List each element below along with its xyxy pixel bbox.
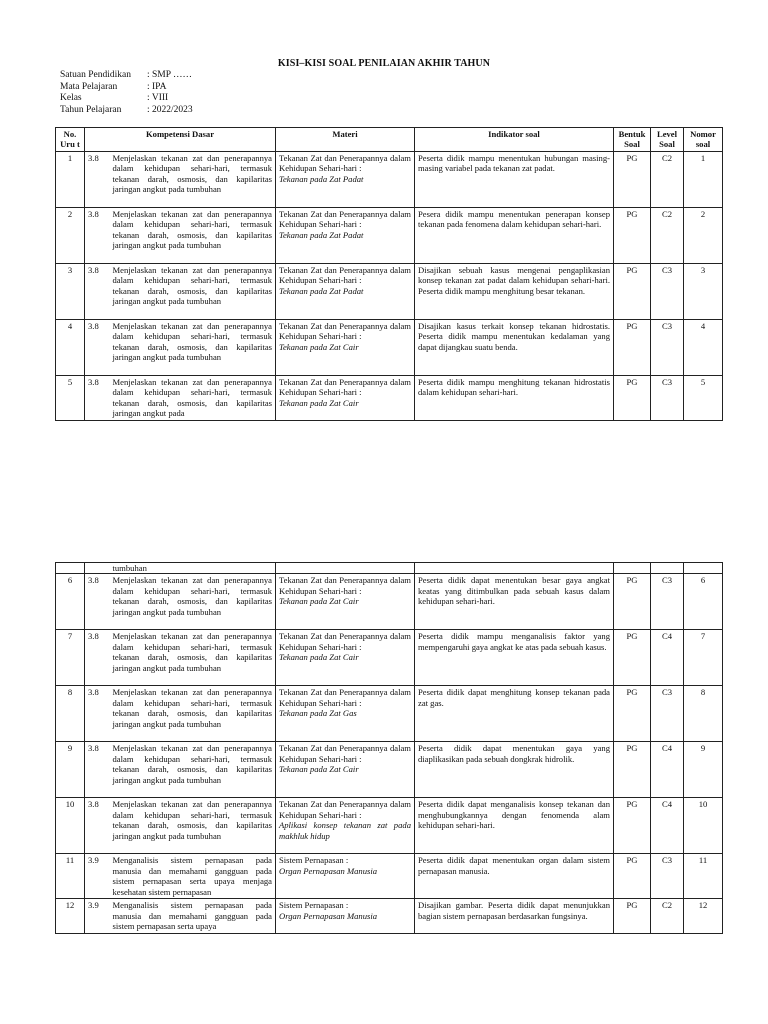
cell-no: 7 [56,630,85,686]
cell-kd-code: 3.8 [85,319,111,375]
cell-level-soal: C4 [651,798,684,854]
cell-bentuk-soal: PG [614,899,651,933]
cell-nomor-soal: 3 [684,263,723,319]
table-row [56,319,723,375]
cell-bentuk-soal: PG [614,319,651,375]
table-row [56,798,723,854]
document-title: KISI–KISI SOAL PENILAIAN AKHIR TAHUN [277,58,491,69]
materi-subtopic: Tekanan pada Zat Padat [279,229,364,240]
materi-text: Sistem Pernapasan : [279,900,349,911]
materi-text: Tekanan Zat dan Penerapannya dalam Kehidupan Sehari-hari : [279,799,411,820]
cell-kd-code: 3.8 [85,263,111,319]
cell-level-soal: C2 [651,151,684,207]
materi-text: Tekanan Zat dan Penerapannya dalam Kehidupan Sehari-hari : [279,208,411,230]
materi-text: Tekanan Zat dan Penerapannya dalam Kehidupan Sehari-hari : [279,152,411,174]
cell-indikator: Disajikan gambar. Peserta didik dapat menunjukkan bagian sistem pernapasan berdasarkan fungsinya. [415,899,614,933]
cell-kd-code: 3.8 [85,742,111,798]
meta-row [60,82,193,94]
cell-kd-code: 3.8 [85,574,111,630]
materi-text: Tekanan Zat dan Penerapannya dalam Kehidupan Sehari-hari : [279,575,411,596]
meta-value: : VIII [147,93,169,103]
cell-level-soal: C2 [651,899,684,933]
kisi-kisi-table-page-2 [55,562,723,934]
cell-nomor-soal: 10 [684,798,723,854]
cell-nomor-soal: 4 [684,319,723,375]
header-materi: Materi [276,128,415,152]
meta-row [60,70,193,82]
table-row [56,375,723,420]
cell-kd-code: 3.8 [85,151,111,207]
table-row [56,742,723,798]
cell-bentuk-soal: PG [614,207,651,263]
cell-indikator: Disajikan sebuah kasus mengenai pengaplikasian konsep tekanan zat padat dalam kehidupan sehari-hari. Peserta didik mampu menghitung besar tekanan. [415,263,614,319]
cell-materi [276,263,415,319]
materi-text: Tekanan Zat dan Penerapannya dalam Kehidupan Sehari-hari : [279,376,411,398]
header-level-soal: Level Soal [651,128,684,152]
cell-level-soal: C3 [651,574,684,630]
meta-value: : IPA [147,81,167,92]
cell-no: 12 [56,899,85,933]
materi-subtopic: Tekanan pada Zat Padat [279,173,364,184]
cell-materi [276,686,415,742]
materi-text: Tekanan Zat dan Penerapannya dalam Kehidupan Sehari-hari : [279,320,411,342]
materi-text: Tekanan Zat dan Penerapannya dalam Kehidupan Sehari-hari : [279,743,411,764]
cell-kd-code: 3.9 [85,854,111,899]
cell-indikator: Peserta didik dapat menentukan besar gaya angkat keatas yang ditimbulkan pada sebuah kasus dalam kehidupan sehari-hari. [415,574,614,630]
cell-materi [276,563,415,574]
materi-subtopic: Aplikasi konsep tekanan zat pada makhluk hidup [279,820,411,841]
materi-text: Tekanan Zat dan Penerapannya dalam Kehidupan Sehari-hari : [279,687,411,708]
cell-nomor-soal: 6 [684,574,723,630]
cell-nomor-soal: 8 [684,686,723,742]
cell-no: 6 [56,574,85,630]
cell-nomor-soal: 7 [684,630,723,686]
cell-materi [276,151,415,207]
cell-kompetensi-dasar: Menjelaskan tekanan zat dan penerapannya dalam kehidupan sehari-hari, termasuk tekanan darah, osmosis, dan kapilaritas jaringan angkut pada tumbuhan [111,686,276,742]
cell-indikator [415,563,614,574]
table-row [56,854,723,899]
cell-materi [276,854,415,899]
cell-kompetensi-dasar: Menjelaskan tekanan zat dan penerapannya dalam kehidupan sehari-hari, termasuk tekanan darah, osmosis, dan kapilaritas jaringan angkut pada [111,375,276,420]
cell-materi [276,630,415,686]
cell-no: 11 [56,854,85,899]
meta-value: : 2022/2023 [147,104,193,115]
cell-indikator: Disajikan kasus terkait konsep tekanan hidrostatis. Peserta didik mampu menentukan kedalaman yang dapat dijangkau suatu benda. [415,319,614,375]
cell-kd-code: 3.9 [85,899,111,933]
cell-nomor-soal: 12 [684,899,723,933]
header-kompetensi-dasar: Kompetensi Dasar [85,128,276,152]
cell-indikator: Peserta didik dapat menghitung konsep tekanan pada zat gas. [415,686,614,742]
meta-value: : SMP …… [147,70,193,80]
cell-no: 3 [56,263,85,319]
cell-kompetensi-dasar: Menjelaskan tekanan zat dan penerapannya dalam kehidupan sehari-hari, termasuk tekanan darah, osmosis, dan kapilaritas jaringan angkut pada tumbuhan [111,574,276,630]
cell-kd-code [85,563,111,574]
cell-no: 2 [56,207,85,263]
cell-bentuk-soal: PG [614,375,651,420]
header-no: No. Uru t [56,128,85,152]
cell-level-soal: C3 [651,375,684,420]
materi-text: Sistem Pernapasan : [279,855,349,866]
cell-materi [276,798,415,854]
header-indikator: Indikator soal [415,128,614,152]
materi-subtopic: Tekanan pada Zat Padat [279,285,364,296]
cell-kompetensi-dasar: Menjelaskan tekanan zat dan penerapannya dalam kehidupan sehari-hari, termasuk tekanan darah, osmosis, dan kapilaritas jaringan angkut pada tumbuhan [111,151,276,207]
cell-indikator: Peserta didik dapat menentukan organ dalam sistem pernapasan manusia. [415,854,614,899]
document-meta [60,70,193,116]
cell-level-soal: C3 [651,854,684,899]
meta-key: Mata Pelajaran [60,81,118,92]
cell-bentuk-soal: PG [614,798,651,854]
cell-nomor-soal: 1 [684,151,723,207]
cell-no: 10 [56,798,85,854]
table-row [56,151,723,207]
table-row [56,207,723,263]
cell-level-soal: C4 [651,630,684,686]
cell-materi [276,899,415,933]
cell-nomor-soal: 9 [684,742,723,798]
cell-kompetensi-dasar: Menjelaskan tekanan zat dan penerapannya dalam kehidupan sehari-hari, termasuk tekanan darah, osmosis, dan kapilaritas jaringan angkut pada tumbuhan [111,263,276,319]
meta-row [60,93,193,105]
materi-subtopic: Tekanan pada Zat Cair [279,652,359,663]
table-row-continuation [56,563,723,574]
cell-level-soal: C4 [651,742,684,798]
meta-key: Kelas [60,93,82,103]
cell-nomor [684,563,723,574]
cell-kd-code: 3.8 [85,375,111,420]
cell-level-soal: C3 [651,263,684,319]
cell-no: 5 [56,375,85,420]
materi-subtopic: Tekanan pada Zat Cair [279,397,359,408]
cell-materi [276,319,415,375]
cell-level [651,563,684,574]
meta-row [60,105,193,117]
cell-kd-code: 3.8 [85,207,111,263]
cell-kompetensi-dasar: Menjelaskan tekanan zat dan penerapannya dalam kehidupan sehari-hari, termasuk tekanan darah, osmosis, dan kapilaritas jaringan angkut pada tumbuhan [111,630,276,686]
table-row [56,686,723,742]
materi-text: Tekanan Zat dan Penerapannya dalam Kehidupan Sehari-hari : [279,631,411,652]
cell-nomor-soal: 11 [684,854,723,899]
cell-indikator: Pesera didik mampu menentukan penerapan konsep tekanan pada fenomena dalam kehidupan sehari-hari. [415,207,614,263]
cell-nomor-soal: 2 [684,207,723,263]
cell-materi [276,375,415,420]
cell-bentuk-soal: PG [614,263,651,319]
cell-indikator: Peserta didik mampu menghitung tekanan hidrostatis dalam kehidupan sehari-hari. [415,375,614,420]
header-nomor-soal: Nomor soal [684,128,723,152]
cell-bentuk-soal: PG [614,574,651,630]
table-row [56,263,723,319]
kisi-kisi-table-page-1 [55,127,723,421]
cell-kompetensi-dasar: Menganalisis sistem pernapasan pada manusia dan memahami gangguan pada sistem pernapasan serta upaya menjaga kesehatan sistem pernapasan [111,854,276,899]
cell-bentuk-soal: PG [614,854,651,899]
cell-kompetensi-dasar: Menjelaskan tekanan zat dan penerapannya dalam kehidupan sehari-hari, termasuk tekanan darah, osmosis, dan kapilaritas jaringan angkut pada tumbuhan [111,798,276,854]
cell-no [56,563,85,574]
cell-level-soal: C2 [651,207,684,263]
cell-kompetensi-dasar: Menjelaskan tekanan zat dan penerapannya dalam kehidupan sehari-hari, termasuk tekanan darah, osmosis, dan kapilaritas jaringan angkut pada tumbuhan [111,742,276,798]
cell-level-soal: C3 [651,319,684,375]
cell-bentuk-soal: PG [614,686,651,742]
header-bentuk-soal: Bentuk Soal [614,128,651,152]
cell-kd-code: 3.8 [85,798,111,854]
cell-no: 9 [56,742,85,798]
materi-subtopic: Tekanan pada Zat Gas [279,708,357,719]
cell-bentuk-soal: PG [614,151,651,207]
cell-bentuk-soal: PG [614,630,651,686]
cell-indikator: Peserta didik dapat menganalisis konsep tekanan dan menghubungkannya dengan fenomenda alam kehidupan sehari-hari. [415,798,614,854]
materi-subtopic: Tekanan pada Zat Cair [279,764,359,775]
cell-indikator: Peserta didik mampu menentukan hubungan masing-masing variabel pada tekanan zat padat. [415,151,614,207]
cell-materi [276,207,415,263]
cell-kompetensi-dasar: Menganalisis sistem pernapasan pada manusia dan memahami gangguan pada sistem pernapasan serta upaya [111,899,276,933]
materi-subtopic: Tekanan pada Zat Cair [279,596,359,607]
materi-subtopic: Organ Pernapasan Manusia [279,865,378,876]
cell-kompetensi-dasar: Menjelaskan tekanan zat dan penerapannya dalam kehidupan sehari-hari, termasuk tekanan darah, osmosis, dan kapilaritas jaringan angkut pada tumbuhan [111,207,276,263]
table-header-row [56,128,723,152]
cell-no: 8 [56,686,85,742]
cell-no: 4 [56,319,85,375]
cell-indikator: Peserta didik mampu menganalisis faktor yang mempengaruhi gaya angkat ke atas pada sebuah kasus. [415,630,614,686]
cell-bentuk-soal: PG [614,742,651,798]
cell-kd-code: 3.8 [85,686,111,742]
cell-kompetensi-dasar: Menjelaskan tekanan zat dan penerapannya dalam kehidupan sehari-hari, termasuk tekanan darah, osmosis, dan kapilaritas jaringan angkut pada tumbuhan [111,319,276,375]
cell-kd-continuation: tumbuhan [111,563,276,574]
cell-kd-code: 3.8 [85,630,111,686]
cell-bentuk [614,563,651,574]
cell-no: 1 [56,151,85,207]
table-row [56,630,723,686]
meta-key: Satuan Pendidikan [60,70,131,80]
materi-text: Tekanan Zat dan Penerapannya dalam Kehidupan Sehari-hari : [279,264,411,286]
cell-nomor-soal: 5 [684,375,723,420]
cell-level-soal: C3 [651,686,684,742]
meta-key: Tahun Pelajaran [60,104,122,115]
cell-materi [276,574,415,630]
materi-subtopic: Tekanan pada Zat Cair [279,341,359,352]
cell-indikator: Peserta didik dapat menentukan gaya yang diaplikasikan pada sebuah dongkrak hidrolik. [415,742,614,798]
materi-subtopic: Organ Pernapasan Manusia [279,910,378,921]
table-row [56,574,723,630]
table-row [56,899,723,933]
cell-materi [276,742,415,798]
